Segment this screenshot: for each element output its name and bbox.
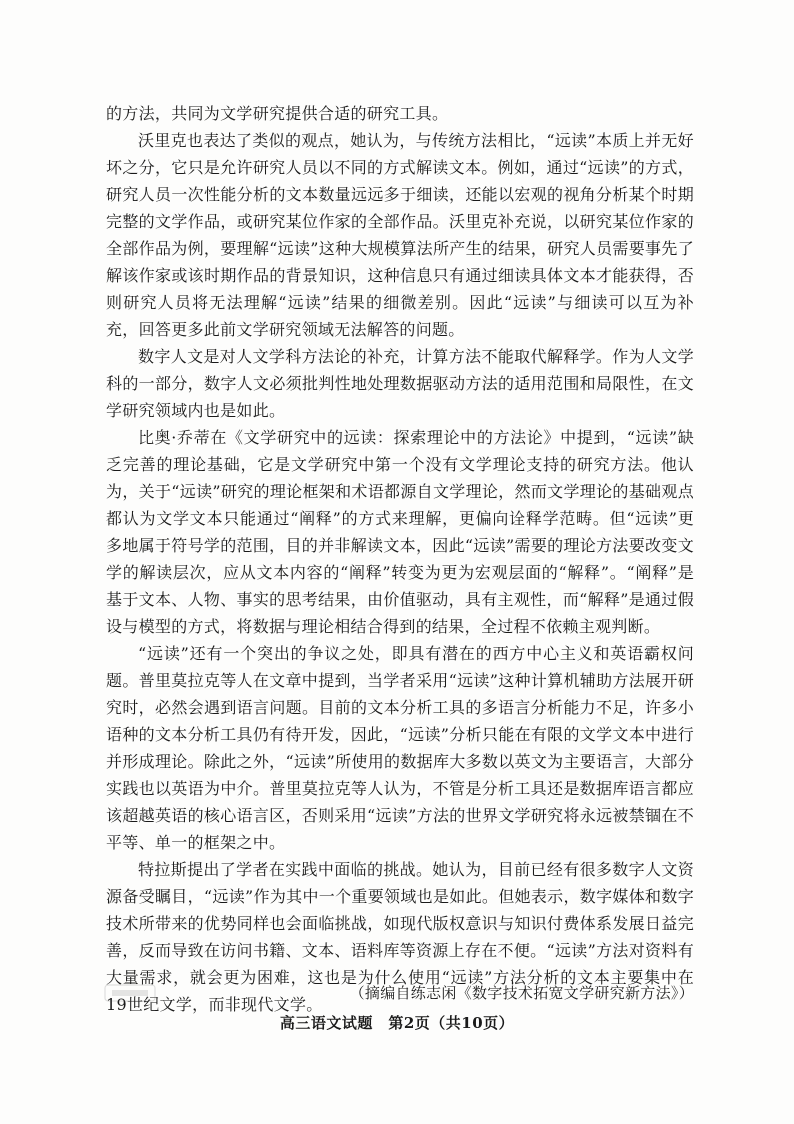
faded-stamp-mark: [104, 984, 156, 1002]
page-footer: 高三语文试题 第2页（共10页）: [279, 1014, 515, 1032]
source-citation: （摘编自练志闲《数字技术拓宽文学研究新方法》）: [349, 984, 694, 1002]
paragraph-continuation: 的方法，共同为文学研究提供合适的研究工具。: [106, 104, 449, 123]
paragraph-theory: 比奥·乔蒂在《文学研究中的远读：探索理论中的方法论》中提到，“远读”缺乏完善的理论基础，它是文学研究中第一个没有文学理论支持的研究方法。他认为，关于“远读”研究的理论框架和术语都源自文学理论，然而文学理论的基础观点都认为文学文本只能通过“阐释”的方式来理解，更偏向诠释学范畴。但“远读”更多地属于符号学的范围，目的并非解读文本，因此“远读”需要的理论方法要改变文学的解读层次，应从文本内容的“阐释”转变为更为宏观层面的“解释”。“阐释”是基于文本、人物、事实的思考结果，由价值驱动，具有主观性，而“解释”是通过假设与模型的方式，将数据与理论相结合得到的结果，全过程不依赖主观判断。: [106, 428, 694, 636]
paragraph-challenges: 特拉斯提出了学者在实践中面临的挑战。她认为，目前已经有很多数字人文资源备受瞩目，“远读”作为其中一个重要领域也是如此。但她表示，数字媒体和数字技术所带来的优势同样也会面临挑战，如现代版权意识与知识付费体系发展日益完善，反而导致在访问书籍、文本、语料库等资源上存在不便。“远读”方法对资料有大量需求，就会更为困难，这也是为什么使用“远读”方法分析的文本主要集中在19世纪文学，而非现代文学。: [106, 860, 694, 1014]
paragraph-language-issue: “远读”还有一个突出的争议之处，即具有潜在的西方中心主义和英语霸权问题。普里莫拉克等人在文章中提到，当学者采用“远读”这种计算机辅助方法展开研究时，必然会遇到语言问题。目前的文本分析工具的多语言分析能力不足，许多小语种的文本分析工具仍有待开发，因此，“远读”分析只能在有限的文学文本中进行并形成理论。除此之外，“远读”所使用的数据库大多数以英文为主要语言，大部分实践也以英语为中介。普里莫拉克等人认为，不管是分析工具还是数据库语言都应该超越英语的核心语言区，否则采用“远读”方法的世界文学研究将永远被禁锢在不平等、单一的框架之中。: [106, 644, 694, 852]
paragraph-warwick: 沃里克也表达了类似的观点，她认为，与传统方法相比，“远读”本质上并无好坏之分，它只是允许研究人员以不同的方式解读文本。例如，通过“远读”的方式，研究人员一次性能分析的文本数量远远多于细读，还能以宏观的视角分析某个时期完整的文学作品，或研究某位作家的全部作品。沃里克补充说，以研究某位作家的全部作品为例，要理解“远读”这种大规模算法所产生的结果，研究人员需要事先了解该作家或该时期作品的背景知识，这种信息只有通过细读具体文本才能获得，否则研究人员将无法理解“远读”结果的细微差别。因此“远读”与细读可以互为补充，回答更多此前文学研究领域无法解答的问题。: [106, 131, 694, 339]
paragraph-digital-humanities: 数字人文是对人文学科方法论的补充，计算方法不能取代解释学。作为人文学科的一部分，数字人文必须批判性地处理数据驱动方法的适用范围和局限性，在文学研究领域内也是如此。: [106, 347, 694, 420]
article-body: [106, 100, 694, 1018]
